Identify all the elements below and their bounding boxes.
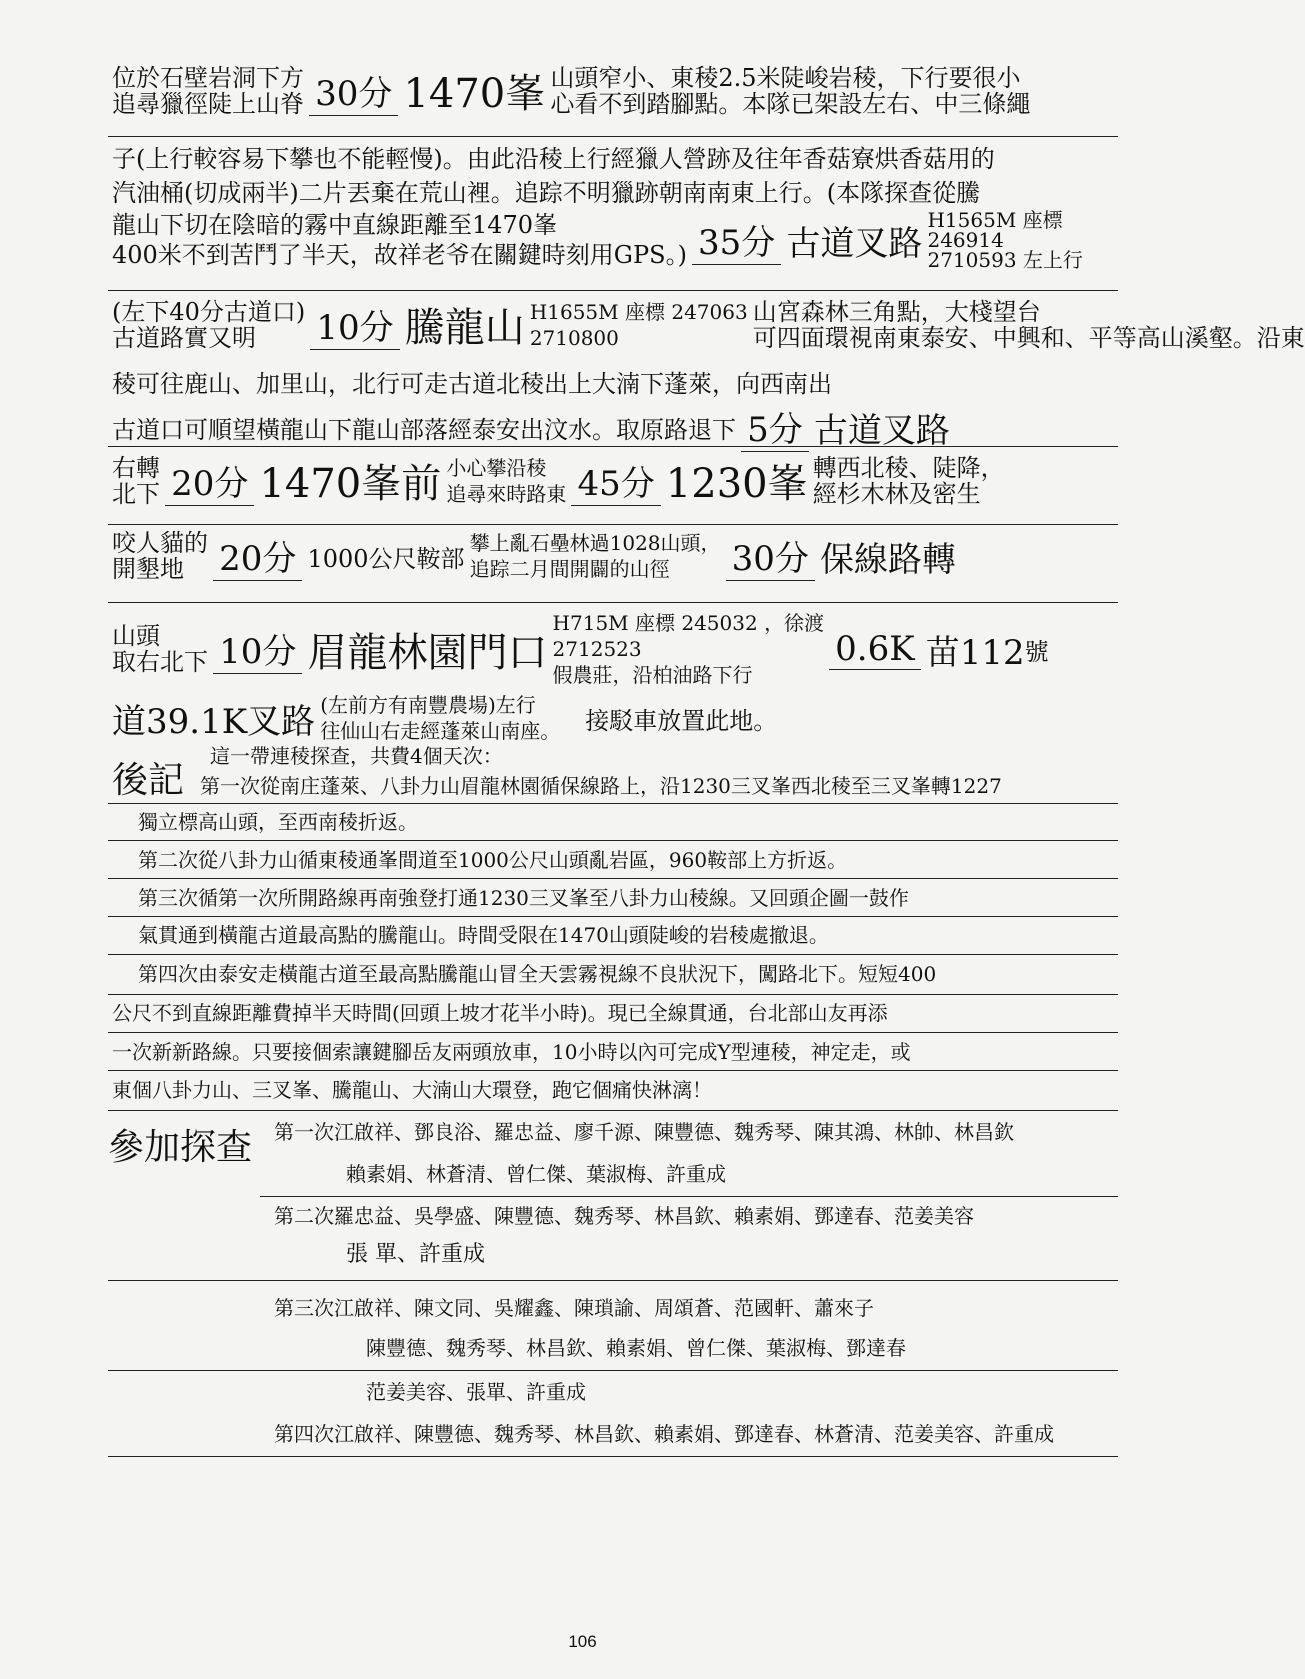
row2-time: 35分 [692,215,781,265]
rule-line [108,1280,1118,1281]
row2-line-1: 子(上行較容易下攀也不能輕慢)。由此沿稜上行經獵人營跡及往年香菇寮烘香菇用的 [112,145,995,173]
row3-coord-1: H1655M 座標 247063 [529,299,748,324]
row6-suffix: 號 [1024,637,1049,666]
row6-note-1: 假農莊，沿柏油路下行 [552,663,753,687]
afterword-line: 一次新新路線。只要接個索讓鍵腳岳友兩頭放車，10小時以內可完成Y型連稜，神定走，或 [112,1040,911,1064]
group-members: 賴素娟、林蒼清、曾仁傑、葉淑梅、許重成 [346,1162,726,1186]
row4-origin-note: 北下 [112,479,160,508]
group-members: 江啟祥、陳豐德、魏秀琴、林昌欽、賴素娟、鄧達春、林蒼清、范姜美容、許重成 [334,1422,1054,1446]
participants-group-1 [274,1118,1114,1147]
row3-note-1: 山宮森林三角點，大棧望台 [752,297,1041,326]
row7-note-1: (左前方有南豐農場)左行 [320,693,536,717]
group-members: 陳豐德、魏秀琴、林昌欽、賴素娟、曾仁傑、葉淑梅、鄧達春 [366,1336,906,1360]
rule-line [108,916,1118,917]
page-number: 106 [568,1632,597,1651]
row2-coord-y: 2710593 [927,248,1017,272]
rule-line [108,1110,1118,1111]
rule-line [108,878,1118,879]
row3-destination-2: 古道叉路 [813,410,950,451]
row7-note-2: 往仙山右走經蓬萊山南座。 [320,719,561,743]
row6-note-0: ，徐渡 [764,611,825,635]
rule-line [260,1196,1118,1197]
group-label: 第二次 [274,1204,334,1228]
row5-note-1: 攀上亂石壘林過1028山頭， [469,531,721,555]
row2-direction: 左上行 [1022,248,1083,272]
rule-line [108,446,1118,447]
row5-time-2: 30分 [726,531,815,581]
group-members: 范姜美容、張單、許重成 [366,1380,586,1404]
row1-note-1: 山頭窄小、東稜2.5米陡峻岩稜，下行要很小 [550,63,1021,92]
row5-origin-note: 開墾地 [112,555,184,583]
row3-time: 10分 [310,300,399,350]
rule-line [108,840,1118,841]
row6-time: 10分 [213,624,302,674]
row1-time: 30分 [309,66,398,116]
rule-line [108,524,1118,525]
afterword-line: 公尺不到直線距離費掉半天時間(回頭上坡才花半小時)。現已全線貫通，台北部山友再添 [112,1001,888,1025]
row2-line-3: 龍山下切在陰暗的霧中直線距離至1470峯 [112,211,558,239]
row7-origin: 道39.1K叉路 [112,701,316,742]
row2-destination: 古道叉路 [786,223,923,264]
group-label: 第四次 [274,1422,334,1446]
rule-line [108,954,1118,955]
route-row-1 [112,62,1112,134]
row6-coord-2: 2712523 [552,637,642,661]
afterword-title: 後記 [112,760,185,801]
rule-line [108,602,1118,603]
row5-time: 20分 [213,531,302,581]
row6-origin: 山頭 [112,622,160,650]
route-row-4 [112,452,1112,522]
route-row-5 [112,530,1112,600]
afterword-line: 第四次由泰安走橫龍古道至最高點騰龍山冒全天雲霧視線不良狀況下，闖路北下。短短400 [138,962,937,986]
group-members: 江啟祥、陳文同、吳耀鑫、陳瑣諭、周頌蒼、范國軒、蕭來子 [334,1296,874,1320]
route-row-6 [112,610,1112,686]
row3-destination: 騰龍山 [404,305,525,351]
row6-destination-2: 苗112 [925,632,1025,673]
row1-origin: 位於石壁岩洞下方 [112,63,304,92]
group-label: 第一次 [274,1120,334,1144]
row4-time: 20分 [165,456,254,506]
afterword-line: 獨立標高山頭，至西南稜折返。 [138,810,418,834]
row4-note-1: 小心攀沿稜 [446,455,547,480]
row4-note-3: 轉西北稜、陡降， [812,453,1005,482]
route-row-2 [112,142,1112,292]
row6-origin-note: 取右北下 [112,648,208,676]
rule-line [108,136,1118,137]
row6-destination: 眉龍林園門口 [307,629,548,676]
row1-origin-note: 追尋獵徑陡上山脊 [112,89,304,118]
rule-line [108,290,1118,291]
rule-line [108,1456,1118,1457]
afterword-line: 第三次循第一次所開路線再南強登打通1230三叉峯至八卦力山稜線。又回頭企圖一鼓作 [138,886,909,910]
rule-line [108,1370,1118,1371]
row4-destination: 1470峯前 [259,461,442,507]
row2-line-4: 400米不到苦鬥了半天，故祥老爷在關鍵時刻用GPS。) [112,241,687,269]
group-members: 張 單、許重成 [346,1242,485,1267]
group-members: 江啟祥、鄧良浴、羅忠益、廖千源、陳豐德、魏秀琴、陳其鴻、林帥、林昌欽 [334,1120,1014,1144]
participants-title: 參加探查 [108,1127,253,1168]
row2-coord-x: 246914 [927,228,1004,252]
participants-group-2 [274,1202,1114,1231]
row4-origin: 右轉 [112,453,160,482]
row4-destination-2: 1230峯 [665,461,808,507]
row3-origin: (左下40分古道口) [112,297,306,326]
row3-note-2: 可四面環視南東泰安、中興和、平等高山溪壑。沿東 [752,323,1305,352]
row4-note-4: 經杉木林及密生 [812,479,981,508]
row2-line-2: 汽油桶(切成兩半)二片丟棄在荒山裡。追踪不明獵跡朝南南東上行。(本隊探查從騰 [112,179,981,207]
row2-coord-label: H1565M 座標 [927,208,1063,232]
route-row-3 [112,296,1305,362]
participants-group-4 [274,1420,1114,1449]
row5-destination: 1000公尺鞍部 [307,544,465,573]
rule-line [108,1032,1118,1033]
rule-line [108,1070,1118,1071]
row7-shuttle-note: 接駁車放置此地。 [585,706,778,735]
rule-line [108,803,1118,804]
participants-group-3 [274,1294,1114,1323]
row3-time-2: 5分 [741,402,809,452]
afterword-line: 氣貫通到橫龍古道最高點的騰龍山。時間受限在1470山頭陡峻的岩稜處撤退。 [138,923,829,947]
afterword-line: 第二次從八卦力山循東稜通峯間道至1000公尺山頭亂岩區，960鞍部上方折返。 [138,848,848,872]
afterword-intro: 這一帶連稜探查，共費4個天次： [210,744,503,768]
row3-origin-note: 古道路實又明 [112,323,256,352]
group-members: 羅忠益、吳學盛、陳豐德、魏秀琴、林昌欽、賴素娟、鄧達春、范姜美容 [334,1204,974,1228]
row6-distance: 0.6K [829,629,920,670]
row5-origin: 咬人貓的 [112,529,208,557]
row5-note-2: 追踪二月間開闢的山徑 [469,557,670,581]
row3-coord-2: 2710800 [529,325,619,350]
row3-line-2: 古道口可順望橫龍山下龍山部落經泰安出汶水。取原路退下 [112,415,736,444]
row1-note-2: 心看不到踏腳點。本隊已架設左右、中三條繩 [550,89,1031,118]
afterword-line: 第一次從南庄蓬萊、八卦力山眉龍林園循保線路上，沿1230三叉峯西北稜至三叉峯轉1227 [200,774,1002,798]
group-label: 第三次 [274,1296,334,1320]
afterword-line: 東個八卦力山、三叉峯、騰龍山、大湳山大環登，跑它個痛快淋漓！ [112,1078,712,1102]
row1-destination: 1470峯 [403,71,546,117]
row3-line-1: 稜可往鹿山、加里山，北行可走古道北稜出上大湳下蓬萊，向西南出 [112,370,832,398]
row5-destination-2: 保線路轉 [819,539,956,580]
rule-line [108,994,1118,995]
row4-note-2: 追尋來時路東 [446,481,567,506]
route-row-3b [112,366,1112,451]
row6-coord-1: H715M 座標 245032 [552,611,758,635]
row4-time-2: 45分 [571,456,660,506]
